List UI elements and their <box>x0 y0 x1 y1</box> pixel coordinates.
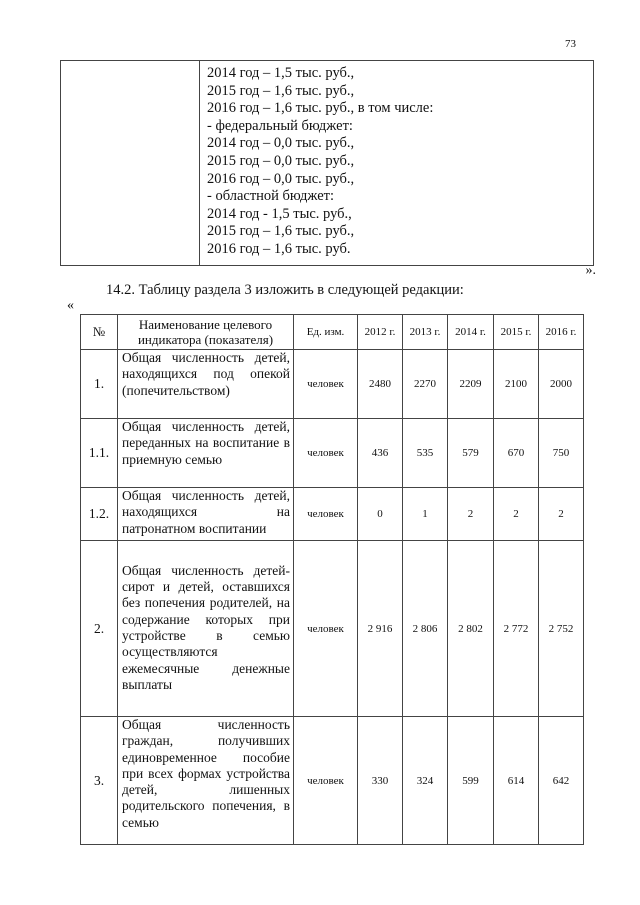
row-value-2012: 330 <box>358 717 403 845</box>
row-name <box>118 488 294 541</box>
row-value-2014: 599 <box>448 717 494 845</box>
row-value-2016: 642 <box>539 717 584 845</box>
row-name-text: Общая численность детей, переданных на воспитание в приемную семью <box>122 419 290 467</box>
row-num: 1.1. <box>81 419 118 488</box>
row-value-2012: 2 916 <box>358 541 403 717</box>
budget-line: - федеральный бюджет: <box>207 117 353 134</box>
budget-line: 2014 год - 1,5 тыс. руб., <box>207 205 352 222</box>
row-name-text: Общая численность детей, находящихся под опекой (попечительством) <box>122 350 290 398</box>
table-row <box>61 61 594 266</box>
header-2016: 2016 г. <box>539 315 584 350</box>
row-name <box>118 419 294 488</box>
table-row <box>81 717 584 845</box>
row-value-2012: 0 <box>358 488 403 541</box>
header-2013: 2013 г. <box>403 315 448 350</box>
row-value-2016: 2000 <box>539 350 584 419</box>
header-2012: 2012 г. <box>358 315 403 350</box>
budget-line: 2014 год – 1,5 тыс. руб., <box>207 65 355 81</box>
table-row <box>81 350 584 419</box>
row-value-2014: 2 802 <box>448 541 494 717</box>
row-value-2014: 2 <box>448 488 494 541</box>
row-name <box>118 541 294 717</box>
header-2015: 2015 г. <box>494 315 539 350</box>
budget-line: 2016 год – 1,6 тыс. руб., в том числе: <box>207 100 434 117</box>
row-value-2013: 1 <box>403 488 448 541</box>
budget-line: 2014 год – 0,0 тыс. руб., <box>207 135 355 152</box>
row-value-2013: 324 <box>403 717 448 845</box>
row-name-text: Общая численность граждан, получивших единовременное пособие при всех формах устройства детей, лишенных родительского попечения, в семью <box>122 717 290 830</box>
table-row <box>81 488 584 541</box>
row-value-2016: 2 752 <box>539 541 584 717</box>
budget-line: 2015 год – 0,0 тыс. руб., <box>207 152 355 169</box>
row-value-2015: 2 <box>494 488 539 541</box>
row-value-2016: 750 <box>539 419 584 488</box>
budget-line: - областной бюджет: <box>207 188 335 205</box>
row-value-2012: 436 <box>358 419 403 488</box>
header-name: Наименование целевого индикатора (показателя) <box>118 315 294 350</box>
budget-line: 2016 год – 1,6 тыс. руб. <box>207 240 351 257</box>
row-name <box>118 717 294 845</box>
instruction-text: 14.2. Таблицу раздела 3 изложить в следующей редакции: <box>106 282 464 298</box>
row-num: 1.2. <box>81 488 118 541</box>
row-unit: человек <box>294 488 358 541</box>
row-value-2013: 535 <box>403 419 448 488</box>
budget-line: 2016 год – 0,0 тыс. руб., <box>207 170 355 187</box>
page-number: 73 <box>565 38 576 50</box>
budget-line: 2015 год – 1,6 тыс. руб., <box>207 82 355 99</box>
row-num: 3. <box>81 717 118 845</box>
row-num: 2. <box>81 541 118 717</box>
row-value-2013: 2 806 <box>403 541 448 717</box>
budget-line: 2015 год – 1,6 тыс. руб., <box>207 223 355 240</box>
row-value-2015: 670 <box>494 419 539 488</box>
row-value-2015: 2100 <box>494 350 539 419</box>
header-num: № <box>81 315 118 350</box>
indicators-table <box>80 314 584 845</box>
row-num: 1. <box>81 350 118 419</box>
row-unit: человек <box>294 541 358 717</box>
row-name <box>118 350 294 419</box>
row-value-2014: 579 <box>448 419 494 488</box>
row-value-2016: 2 <box>539 488 584 541</box>
row-value-2014: 2209 <box>448 350 494 419</box>
row-name-text: Общая численность детей, находящихся на патронатном воспитании <box>122 488 290 536</box>
row-unit: человек <box>294 350 358 419</box>
closing-quote: ». <box>585 263 596 278</box>
row-value-2015: 2 772 <box>494 541 539 717</box>
row-value-2013: 2270 <box>403 350 448 419</box>
table-row <box>81 541 584 717</box>
row-name-text: Общая численность детей-сирот и детей, оставшихся без попечения родителей, на содержание которых при устройстве в семью осуществляются ежемесячные денежные выплаты <box>122 562 290 692</box>
empty-cell <box>61 61 200 266</box>
budget-cell <box>200 61 594 266</box>
row-value-2015: 614 <box>494 717 539 845</box>
opening-quote: « <box>67 298 74 313</box>
row-unit: человек <box>294 419 358 488</box>
row-value-2012: 2480 <box>358 350 403 419</box>
table-header-row <box>81 315 584 350</box>
table-row <box>81 419 584 488</box>
header-2014: 2014 г. <box>448 315 494 350</box>
row-unit: человек <box>294 717 358 845</box>
header-unit: Ед. изм. <box>294 315 358 350</box>
budget-continuation-table <box>60 60 594 266</box>
